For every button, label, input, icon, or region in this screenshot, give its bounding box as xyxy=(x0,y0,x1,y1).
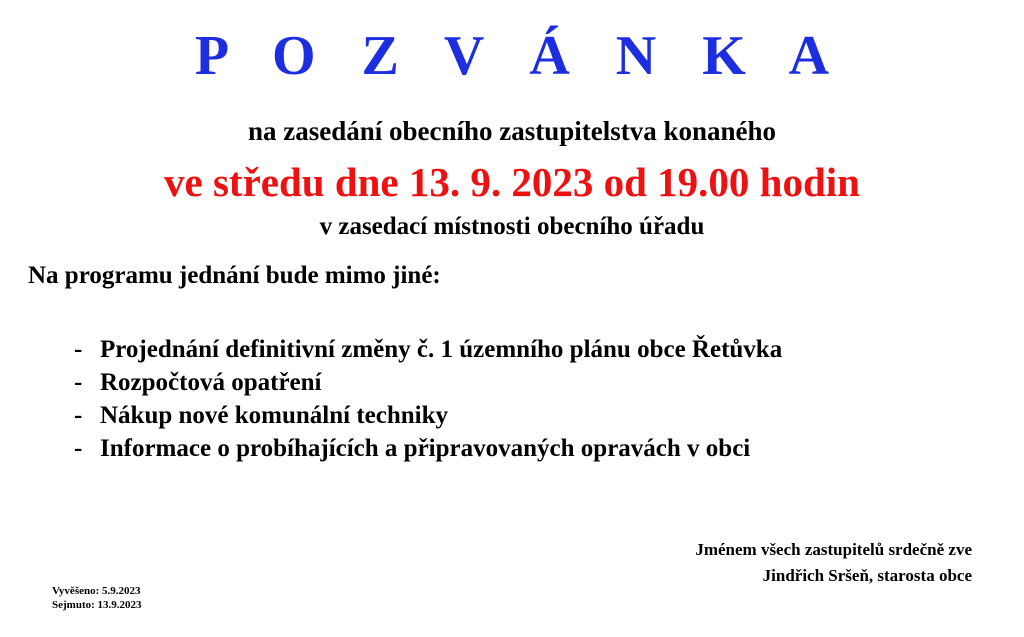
invitation-title: P O Z V Á N K A xyxy=(194,25,846,87)
meeting-location: v zasedací místnosti obecního úřadu xyxy=(319,213,705,240)
agenda-item-text: Projednání definitivní změny č. 1 územního plánu obce Řetůvka xyxy=(100,336,783,363)
agenda-item xyxy=(74,399,782,432)
posting-notes xyxy=(52,584,142,612)
signature-block xyxy=(695,537,972,589)
agenda-item-text: Informace o probíhajících a připravovaných opravách v obci xyxy=(100,435,751,462)
meeting-description: na zasedání obecního zastupitelstva konaného xyxy=(247,116,777,146)
signature-name: Jindřich Sršeň, starosta obce xyxy=(762,566,972,585)
program-heading: Na programu jednání bude mimo jiné: xyxy=(28,262,441,289)
agenda-item xyxy=(74,432,782,465)
dash-bullet: - xyxy=(74,435,83,462)
dash-bullet: - xyxy=(74,369,83,396)
posted-date: Vyvěšeno: 5.9.2023 xyxy=(52,585,141,597)
agenda-list xyxy=(74,333,782,465)
agenda-item xyxy=(74,333,782,366)
dash-bullet: - xyxy=(74,402,83,429)
dash-bullet: - xyxy=(74,336,83,363)
meeting-date-time: ve středu dne 13. 9. 2023 od 19.00 hodin xyxy=(164,159,860,205)
agenda-item-text: Rozpočtová opatření xyxy=(100,369,322,396)
removed-date: Sejmuto: 13.9.2023 xyxy=(52,599,142,611)
agenda-item xyxy=(74,366,782,399)
agenda-item-text: Nákup nové komunální techniky xyxy=(100,402,449,429)
signature-invitation: Jménem všech zastupitelů srdečně zve xyxy=(695,540,972,559)
